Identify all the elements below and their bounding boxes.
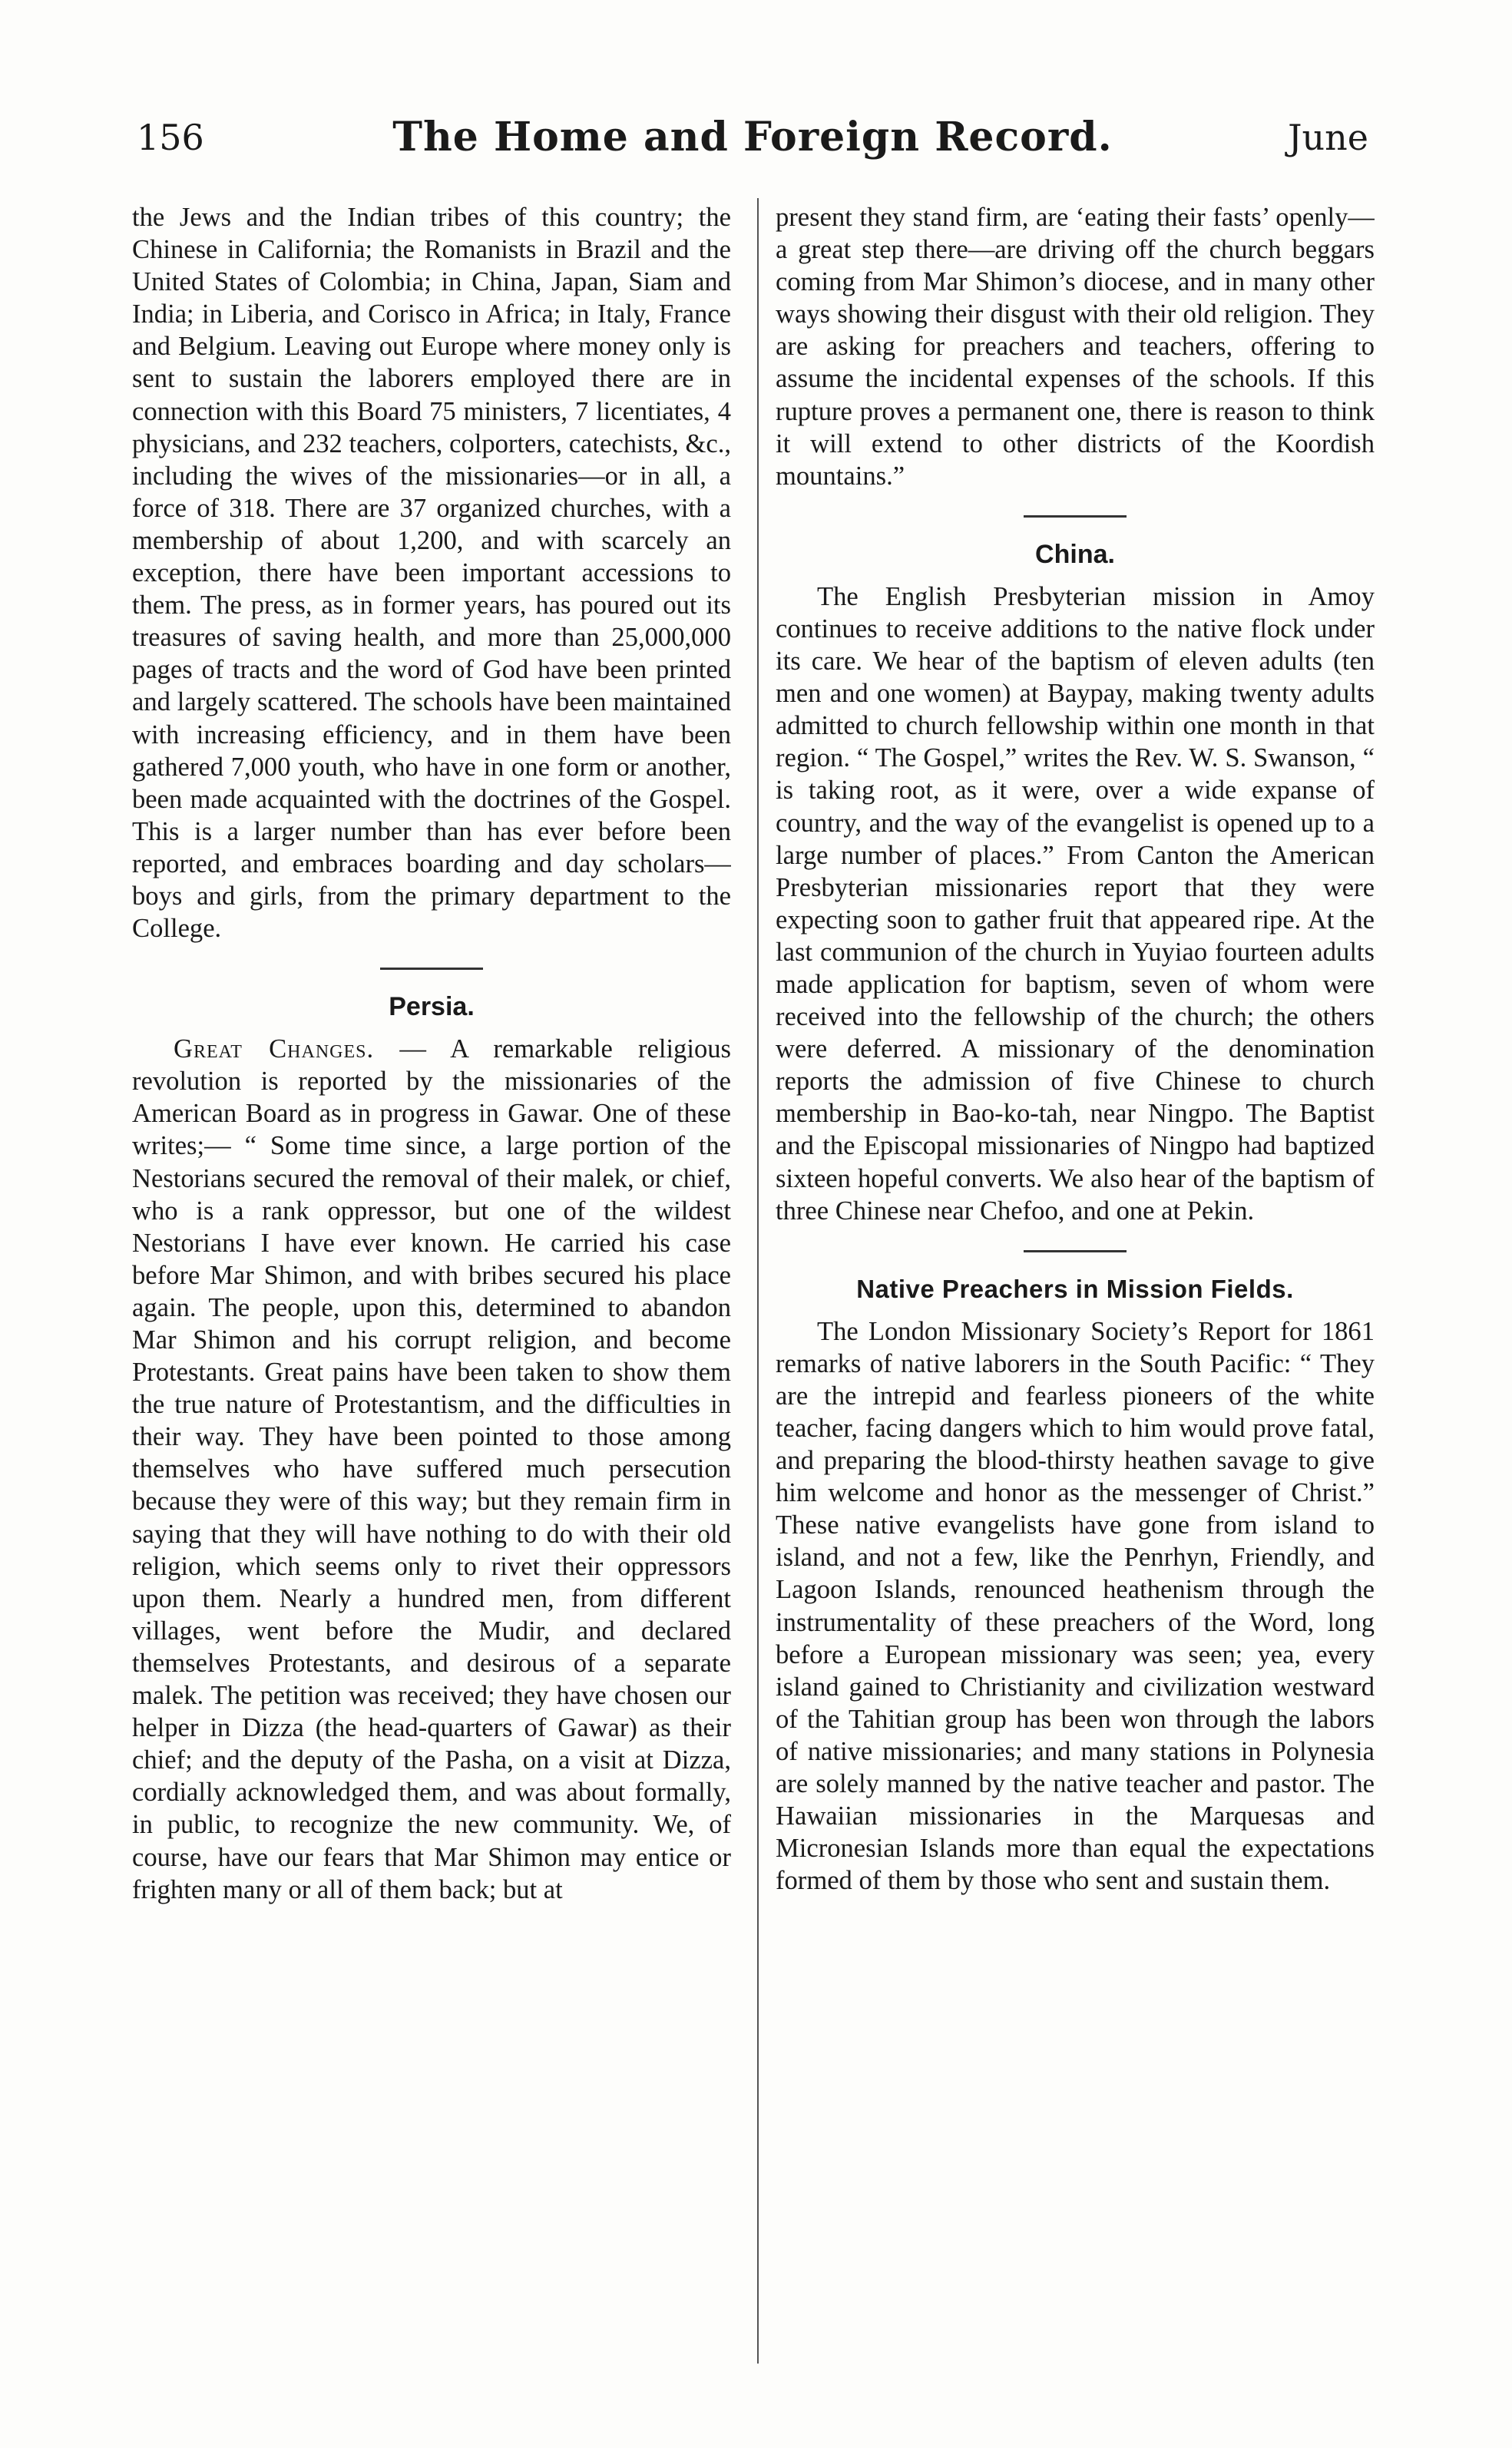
page-header bbox=[131, 114, 1375, 175]
persia-lead: Great Changes. bbox=[174, 1034, 375, 1064]
section-divider bbox=[380, 968, 483, 970]
page-number: 156 bbox=[137, 117, 204, 158]
persia-paragraph bbox=[132, 1033, 731, 1906]
column-divider bbox=[757, 198, 759, 2364]
section-divider bbox=[1024, 1250, 1127, 1252]
persia-heading: Persia. bbox=[389, 992, 475, 1022]
native-preachers-paragraph: The London Missionary Society’s Report for 1861 remarks of native laborers in the South Pacific: “ They are the intrepid and fearless pioneers of the white teacher, facing dangers which to him would prove fatal, and preparing the blood-thirsty heathen savage to give him welcome and honor as the messenger of Christ.” These native evangelists have gone from island to island, and not a few, like the Penrhyn, Friendly, and Lagoon Islands, renounced heathenism through the instrumentality of these preachers of the Word, long before a European missionary was seen; yea, every island gained to Christianity and civilization westward of the Tahitian group has been won through the labors of native missionaries; and many stations in Polynesia are solely manned by the native teacher and pastor. The Hawaiian missionaries in the Marquesas and Micronesian Islands more than equal the expectations formed of them by those who sent and sustain them. bbox=[776, 1316, 1375, 1896]
left-column bbox=[132, 201, 731, 2405]
right-column bbox=[776, 201, 1375, 2405]
persia-continuation: present they stand firm, are ‘eating their fasts’ openly—a great step there—are driving off the church beggars coming from Mar Shimon’s diocese, and in many other ways showing their disgust with their old religion. They are asking for preachers and teachers, offering to assume the incidental expenses of the schools. If this rupture proves a permanent one, there is reason to think it will extend to other districts of the Koordish mountains.” bbox=[776, 203, 1375, 491]
persia-text: — A remarkable religious revolution is reported by the missionaries of the American Board as in progress in Gawar. One of these writes;— “ Some time since, a large portion of the Nestorians secured the removal of their malek, or chief, who is a rank oppressor, but one of the wildest Nestorians I have ever known. He carried his case before Mar Shimon, and with bribes secured his place again. The people, upon this, determined to abandon Mar Shimon and his corrupt religion, and become Protestants. Great pains have been taken to show them the true nature of Protestantism, and the difficulties in their way. They have been pointed to those among themselves who have suffered much persecution because they were of this way; but they remain firm in saying that they will have nothing to do with their old religion, which seems only to rivet their oppressors upon them. Nearly a hundred men, from different villages, went before the Mudir, and declared themselves Protestants, and desirous of a separate malek. The petition was received; they have chosen our helper in Dizza (the head-quarters of Gawar) as their chief; and the deputy of the Pasha, on a visit at Dizza, cordially acknowledged them, and was about formally, in public, to recognize the new community. We, of course, have our fears that Mar Shimon may entice or frighten many or all of them back; but at bbox=[132, 1034, 731, 1904]
intro-paragraph: the Jews and the Indian tribes of this country; the Chinese in California; the Romanists in Brazil and the United States of Colombia; in China, Japan, Siam and India; in Liberia, and Corisco in Africa; in Italy, France and Belgium. Leaving out Europe where money only is sent to sustain the laborers employed there are in connection with this Board 75 ministers, 7 licentiates, 4 physicians, and 232 teachers, colporters, catechists, &c., including the wives of the missionaries—or in all, a force of 318. There are 37 organized churches, with a membership of about 1,200, and with scarcely an exception, there have been important accessions to them. The press, as in former years, has poured out its treasures of saving health, and more than 25,000,000 pages of tracts and the word of God have been printed and largely scattered. The schools have been maintained with increasing efficiency, and in them have been gathered 7,000 youth, who have in one form or another, been made acquainted with the doctrines of the Gospel. This is a larger number than has ever before been reported, and embraces boarding and day scholars—boys and girls, from the primary department to the College. bbox=[132, 203, 731, 944]
china-paragraph: The English Presbyterian mission in Amoy continues to receive additions to the native flock under its care. We hear of the baptism of eleven adults (ten men and one women) at Baypay, making twenty adults admitted to church fellowship within one month in that region. “ The Gospel,” writes the Rev. W. S. Swanson, “ is taking root, as it were, over a wide expanse of country, and the way of the evangelist is opened up to a large number of places.” From Canton the American Presbyterian missionaries report that they were expecting soon to gather fruit that appeared ripe. At the last communion of the church in Yuyiao fourteen adults made application for baptism, seven of whom were received into the fellowship of the church; the others were deferred. A missionary of the denomination reports the admission of five Chinese to church membership in Bao-ko-tah, near Ningpo. The Baptist and the Episcopal missionaries of Ningpo had baptized sixteen hopeful converts. We also hear of the baptism of three Chinese near Chefoo, and one at Pekin. bbox=[776, 581, 1375, 1226]
china-heading: China. bbox=[1035, 539, 1115, 569]
journal-title: The Home and Foreign Record. bbox=[392, 114, 1113, 160]
native-preachers-heading: Native Preachers in Mission Fields. bbox=[856, 1274, 1294, 1303]
section-divider bbox=[1024, 515, 1127, 518]
issue-month: June bbox=[1288, 117, 1368, 158]
